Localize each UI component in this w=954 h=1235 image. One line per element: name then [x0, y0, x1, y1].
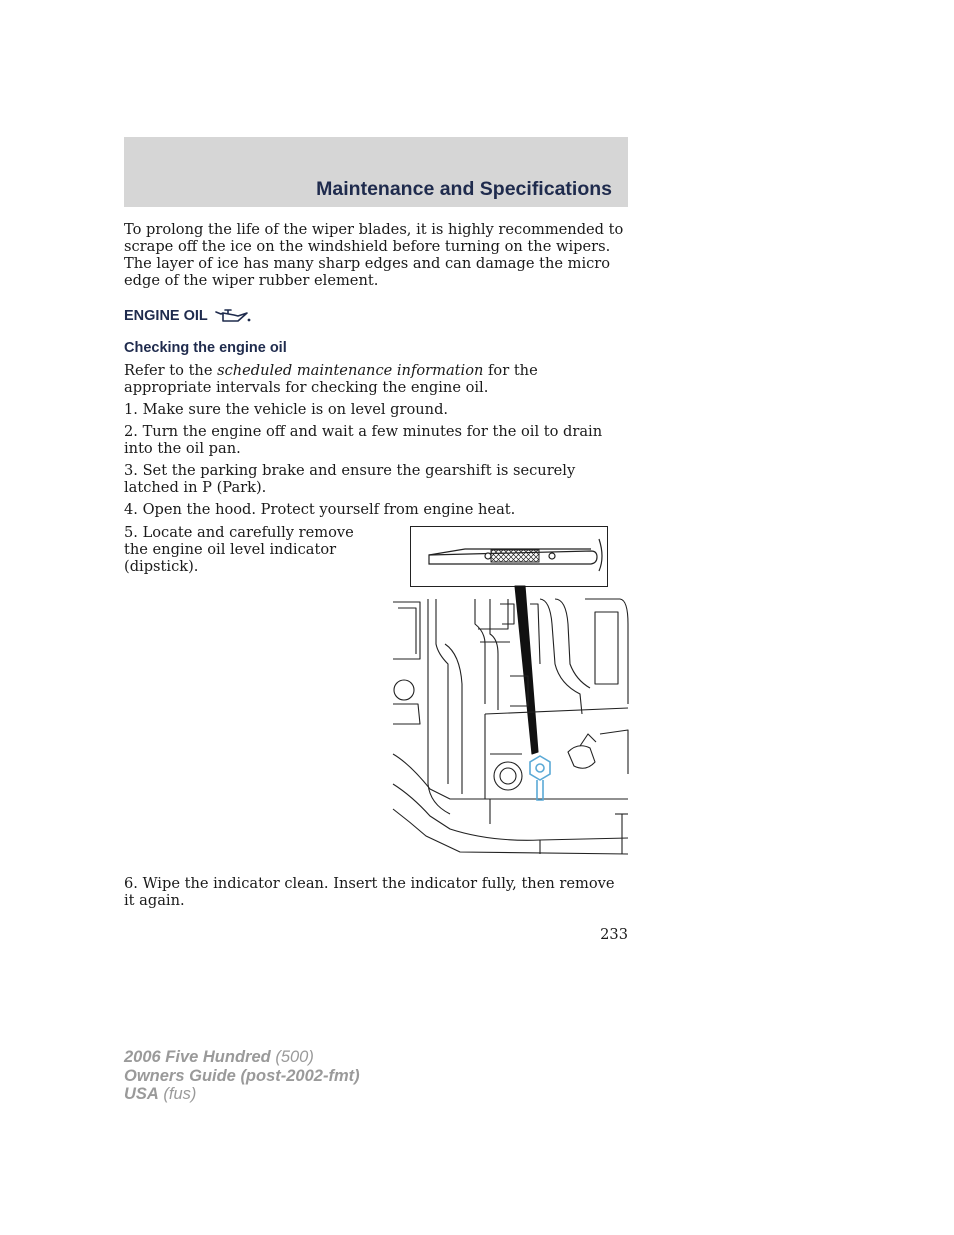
dipstick-illustration: [411, 527, 607, 586]
step-1: 1. Make sure the vehicle is on level ground.: [124, 401, 449, 418]
footer-model-code: (500): [270, 1048, 314, 1066]
intro-text-after: for the appropriate intervals for checking the engine oil.: [124, 362, 538, 396]
dipstick-detail-figure: [410, 526, 608, 587]
dipstick-handle-highlight: [530, 756, 550, 800]
footer-region-code: (fus): [158, 1085, 197, 1103]
step-3: 3. Set the parking brake and ensure the gearshift is securely latched in P (Park).: [124, 462, 576, 496]
footer-guide: Owners Guide (post-2002-fmt): [124, 1066, 360, 1085]
engine-oil-heading: [124, 307, 252, 325]
checking-oil-subheading: Checking the engine oil: [124, 340, 287, 356]
maintenance-info-reference: scheduled maintenance information: [217, 362, 484, 379]
wiper-paragraph: To prolong the life of the wiper blades, it is highly recommended to scrape off the ice on the windshield before turning on the wipers. The layer of ice has many sharp edges and can damage the micro edge of the wiper rubber element.: [124, 221, 624, 289]
footer-line-2: [124, 1067, 360, 1086]
engine-compartment-illustration: [390, 584, 630, 859]
footer-model: 2006 Five Hundred: [124, 1048, 271, 1066]
intro-text-before: Refer to the: [124, 362, 218, 379]
step-2: 2. Turn the engine off and wait a few minutes for the oil to drain into the oil pan.: [124, 423, 603, 457]
page-number: 233: [600, 926, 628, 943]
step-4: 4. Open the hood. Protect yourself from engine heat.: [124, 501, 516, 518]
oil-can-icon: [214, 307, 252, 325]
section-header-band: [124, 137, 628, 207]
footer-line-1: [124, 1048, 360, 1067]
step-6: 6. Wipe the indicator clean. Insert the indicator fully, then remove it again.: [124, 875, 615, 909]
footer-line-3: [124, 1085, 360, 1104]
intro-paragraph: [124, 362, 629, 396]
page-title: Maintenance and Specifications: [316, 178, 612, 200]
document-footer: [124, 1048, 360, 1104]
footer-region: USA: [124, 1085, 159, 1103]
engine-oil-heading-text: ENGINE OIL: [124, 308, 208, 324]
step-5: 5. Locate and carefully remove the engine oil level indicator (dipstick).: [124, 524, 354, 575]
